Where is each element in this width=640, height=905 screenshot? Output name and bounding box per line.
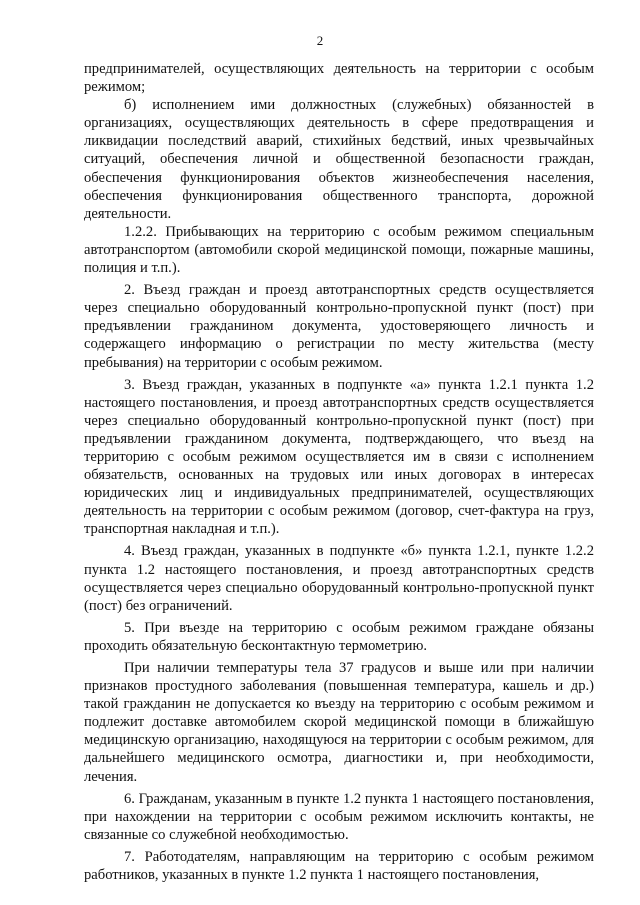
paragraph-5: 5. При въезде на территорию с особым режимом граждане обязаны проходить обязательную бесконтактную термометрию. [84,619,594,654]
paragraph-continuation: предпринимателей, осуществляющих деятельность на территории с особым режимом; [84,61,594,96]
paragraph-subitem-b: б) исполнением ими должностных (служебных) обязанностей в организациях, осуществляющих деятельность в сфере предотвращения и ликвидации последствий аварий, стихийных бедствий, иных чрезвычайных ситуаций, обеспечения личной и общественной безопасности граждан, обеспечения функционирования объектов жизнеобеспечения населения, обеспечения функционирования общественного транспорта, дорожной деятельности. [84,97,594,222]
paragraph-6: 6. Гражданам, указанным в пункте 1.2 пункта 1 настоящего постановления, при нахождении на территории с особым режимом исключить контакты, не связанные со служебной необходимостью. [84,790,594,843]
paragraph-3: 3. Въезд граждан, указанных в подпункте «а» пункта 1.2.1 пункта 1.2 настоящего постановления, и проезд автотранспортных средств осуществляется через специально оборудованный контрольно-пропускной пункт (пост) при предъявлении гражданином документа, подтверждающего, что въезд на территорию с особым режимом осуществляется им в связи с исполнением обязательств, основанных на трудовых или иных договорах в интересах юридических лиц и индивидуальных предпринимателей, осуществляющих деятельность на территории с особым режимом (договор, счет-фактура на груз, транспортная накладная и т.п.). [84,376,594,538]
paragraph-7: 7. Работодателям, направляющим на территорию с особым режимом работников, указанных в пункте 1.2 пункта 1 настоящего постановления, [84,848,594,884]
document-body [84,60,594,884]
paragraph-4: 4. Въезд граждан, указанных в подпункте «б» пункта 1.2.1, пункте 1.2.2 пункта 1.2 настоящего постановления, и проезд автотранспортных средств осуществляется через специально оборудованный контрольно-пропускной пункт (пост) без ограничений. [84,543,594,614]
paragraph-1-2-2: 1.2.2. Прибывающих на территорию с особым режимом специальным автотранспортом (автомобили скорой медицинской помощи, пожарные машины, полиция и т.п.). [84,223,594,277]
paragraph-2: 2. Въезд граждан и проезд автотранспортных средств осуществляется через специально оборудованный контрольно-пропускной пункт (пост) при предъявлении гражданином документа, удостоверяющего личность и содержащего информацию о регистрации по месту жительства (месту пребывания) на территории с особым режимом. [84,282,594,371]
page-number: 2 [316,33,324,48]
paragraph-5-temperature: При наличии температуры тела 37 градусов и выше или при наличии признаков простудного заболевания (повышенная температура, кашель и др.) такой гражданин не допускается ко въезду на территорию с особым режимом и подлежит доставке автомобилем скорой медицинской помощи в ближайшую медицинскую организацию, находящуюся на территории с особым режимом, для дальнейшего медицинского осмотра, диагностики и, при необходимости, лечения. [84,660,594,785]
